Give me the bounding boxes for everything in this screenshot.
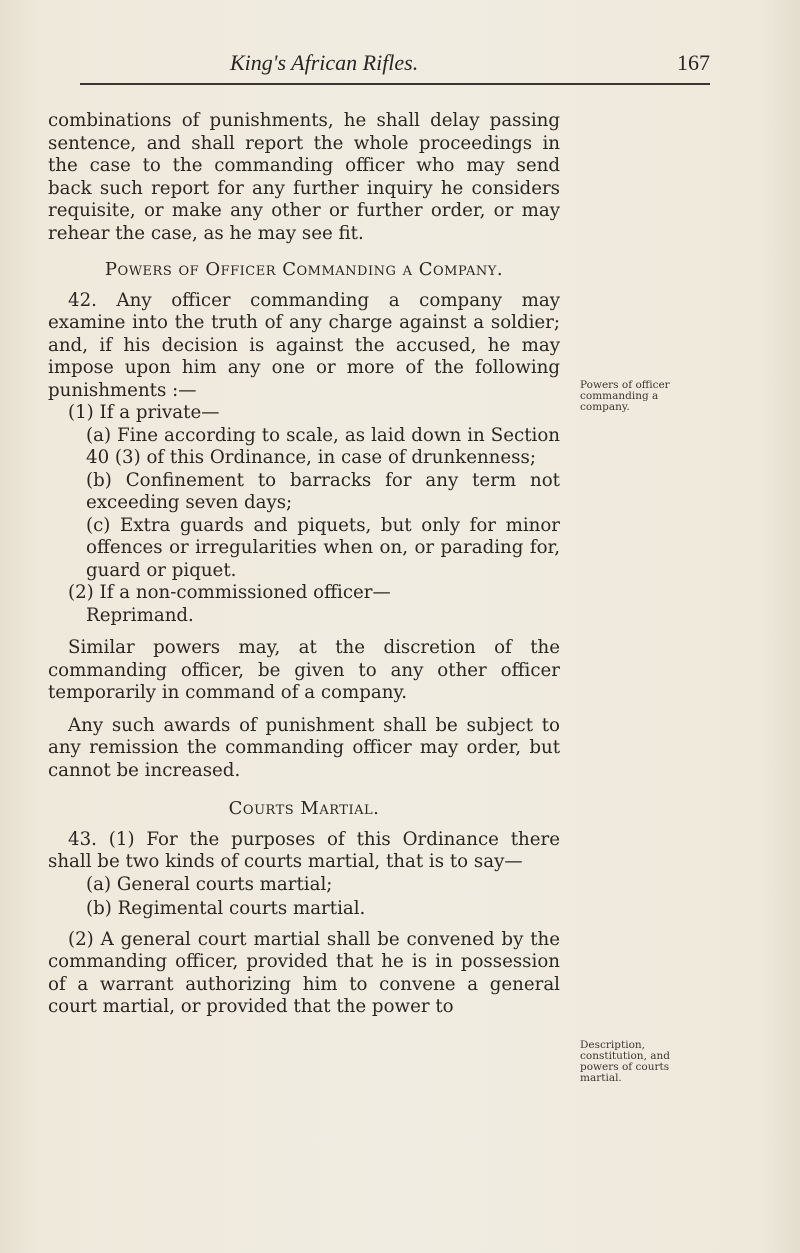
item-private-c: (c) Extra guards and piquets, but only for minor offences or irregularities when on, or parading for, guard or piquet. <box>86 514 560 581</box>
margin-note-company: Powers of officer commanding a company. <box>580 379 670 413</box>
margin-note-courts-martial: Description, constitution, and powers of courts martial. <box>580 1039 670 1084</box>
paragraph-similar-powers: Similar powers may, at the discretion of the commanding officer, be given to any other officer temporarily in command of a company. <box>48 637 560 703</box>
section-43-2: (2) A general court martial shall be convened by the commanding officer, provided that he is in possession of a warrant authorizing him to convene a general court martial, or provided that the power to <box>48 928 560 1017</box>
item-private: (1) If a private— <box>68 402 220 423</box>
item-nco-reprimand: Reprimand. <box>86 604 194 626</box>
item-nco: (2) If a non-commissioned officer— <box>68 582 391 603</box>
paragraph-remission: Any such awards of punishment shall be subject to any remission the commanding officer may order, but cannot be increased. <box>48 714 560 781</box>
item-private-a: (a) Fine according to scale, as laid down in Section 40 (3) of this Ordinance, in case of drunkenness; <box>86 424 560 468</box>
page-body <box>48 110 560 1019</box>
page-number: 167 <box>677 50 710 75</box>
paragraph-continuation: combinations of punishments, he shall delay passing sentence, and shall report the whole proceedings in the case to the commanding officer who may send back such report for any further inquiry he considers requisite, or make any other or further order, or may rehear the case, as he may see fit. <box>48 110 560 244</box>
header-rule <box>80 83 710 85</box>
item-private-b: (b) Confinement to barracks for any term not exceeding seven days; <box>86 469 560 513</box>
section-heading-courts-martial: Courts Martial. <box>228 798 380 819</box>
section-heading-company: Powers of Officer Commanding a Company. <box>104 259 504 280</box>
running-title: King's African Rifles. <box>230 50 419 75</box>
item-43-b: (b) Regimental courts martial. <box>86 898 366 919</box>
page-header <box>60 50 710 90</box>
section-43: 43. (1) For the purposes of this Ordinance there shall be two kinds of courts martial, that is to say— <box>48 828 560 872</box>
item-43-a: (a) General courts martial; <box>86 873 333 895</box>
section-42: 42. Any officer commanding a company may examine into the truth of any charge against a soldier; and, if his decision is against the accused, he may impose upon him any one or more of the following punishments :— <box>48 289 560 401</box>
